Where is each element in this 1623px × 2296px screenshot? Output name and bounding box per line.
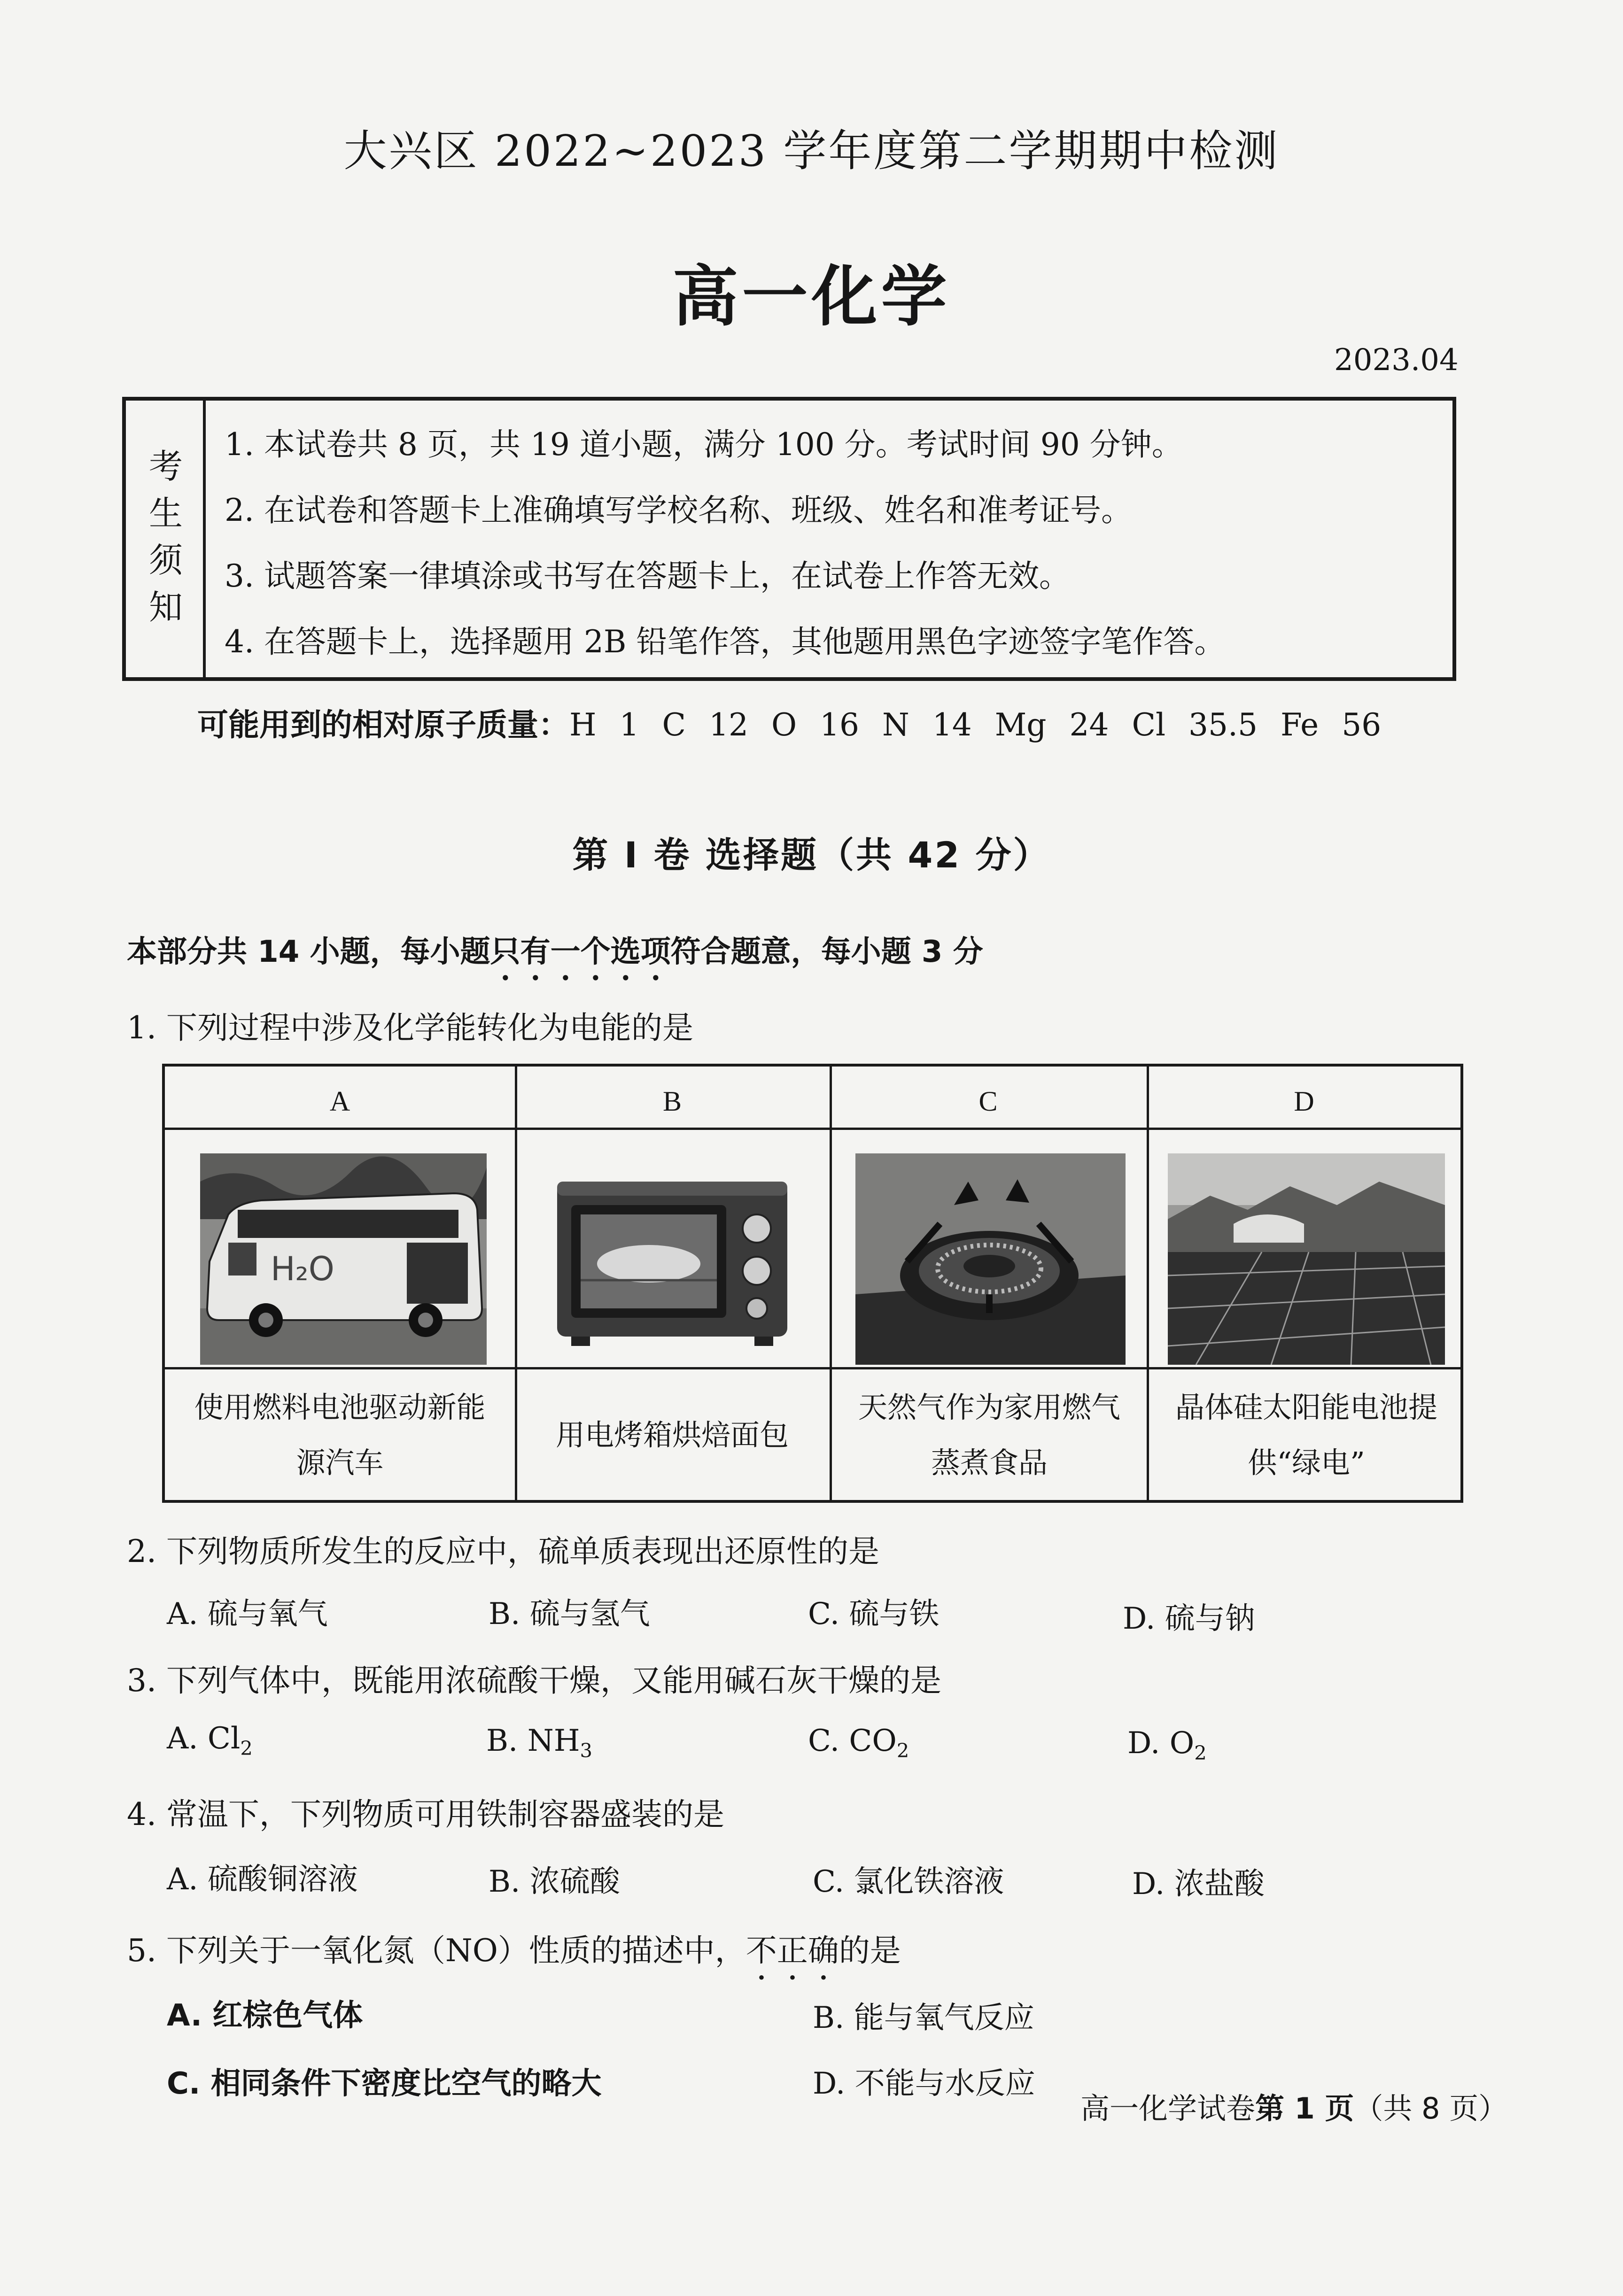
- question-2-option-d: D. 硫与钠: [1123, 1601, 1255, 1636]
- question-5-option-b: B. 能与氧气反应: [813, 2001, 1034, 2035]
- fuel-cell-bus-image: [200, 1153, 487, 1365]
- section-intro-post: 符合题意，每小题 3 分: [670, 935, 983, 969]
- question-5-option-a: A. 红棕色气体: [167, 1998, 363, 2033]
- question-3-option-a: A. $Cl_2$: [167, 1721, 253, 1760]
- question-3-stem: 3. 下列气体中，既能用浓硫酸干燥，又能用碱石灰干燥的是: [127, 1662, 941, 1699]
- question-4-option-b: B. 浓硫酸: [489, 1864, 620, 1899]
- table-col-divider: [515, 1067, 517, 1500]
- option-c-letter: C: [978, 1086, 998, 1117]
- notice-label-cell: [126, 401, 206, 677]
- notice-item-1: 1. 本试卷共 8 页，共 19 道小题，满分 100 分。考试时间 90 分钟。: [225, 426, 1183, 463]
- notice-item-4: 4. 在答题卡上，选择题用 2B 铅笔作答，其他题用黑色字迹签字笔作答。: [225, 624, 1226, 660]
- table-row-divider: [165, 1128, 1460, 1130]
- subject-title: 高一化学: [672, 259, 951, 335]
- footer-subject: 高一化学试卷: [1080, 2091, 1256, 2126]
- option-b-caption: 用电烤箱烘焙面包: [555, 1418, 789, 1452]
- page-footer: [1080, 2085, 1507, 2127]
- option-c-caption: 天然气作为家用燃气蒸煮食品: [858, 1390, 1120, 1480]
- notice-item-2: 2. 在试卷和答题卡上准确填写学校名称、班级、姓名和准考证号。: [225, 492, 1132, 528]
- question-2-option-a: A. 硫与氧气: [167, 1597, 328, 1631]
- question-1-option-table: [162, 1064, 1463, 1503]
- question-2-option-c: C. 硫与铁: [808, 1597, 940, 1631]
- section-intro-emphasis: 只有一个选项: [490, 935, 671, 969]
- exam-date: 2023.04: [1334, 343, 1459, 378]
- option-a-caption: 使用燃料电池驱动新能源汽车: [194, 1390, 486, 1480]
- footer-page-number: 第 1 页: [1255, 2091, 1354, 2126]
- question-4-option-c: C. 氯化铁溶液: [813, 1864, 1004, 1899]
- footer-page-total: （共 8 页）: [1354, 2091, 1508, 2126]
- question-4-stem: 4. 常温下，下列物质可用铁制容器盛装的是: [127, 1796, 724, 1832]
- section-intro: [127, 928, 983, 987]
- option-a-letter: A: [329, 1086, 350, 1117]
- table-col-divider: [830, 1067, 832, 1500]
- question-5-option-d: D. 不能与水反应: [813, 2066, 1035, 2101]
- candidate-notice-box: [122, 397, 1456, 681]
- question-3-option-b: B. $NH_3$: [486, 1724, 592, 1762]
- question-5-stem: 5. 下列关于一氧化氮（NO）性质的描述中，不正确的是: [127, 1933, 901, 1969]
- notice-item-3: 3. 试题答案一律填涂或书写在答题卡上，在试卷上作答无效。: [225, 558, 1070, 594]
- section-title: 第 I 卷 选择题（共 42 分）: [572, 834, 1051, 876]
- section-intro-pre: 本部分共 14 小题，每小题: [127, 935, 490, 969]
- electric-oven-image: [552, 1153, 792, 1365]
- gas-stove-image: [855, 1153, 1126, 1365]
- atomic-masses-label: 可能用到的相对原子质量：: [197, 707, 569, 743]
- question-5-emphasis: 不正确: [745, 1933, 839, 1969]
- table-col-divider: [1147, 1067, 1149, 1500]
- solar-panel-image: [1168, 1153, 1445, 1365]
- question-4-option-d: D. 浓盐酸: [1132, 1867, 1265, 1902]
- atomic-masses: [197, 700, 1381, 744]
- svg-text:H₂O: H₂O: [271, 1250, 334, 1288]
- question-5-option-c: C. 相同条件下密度比空气的略大: [167, 2066, 602, 2101]
- question-1-stem: 1. 下列过程中涉及化学能转化为电能的是: [127, 1010, 693, 1046]
- atomic-masses-values: H 1 C 12 O 16 N 14 Mg 24 Cl 35.5 Fe 56: [569, 707, 1382, 743]
- notice-label: 考生须知: [148, 447, 183, 627]
- option-b-letter: B: [662, 1086, 682, 1117]
- question-2-option-b: B. 硫与氢气: [489, 1597, 650, 1631]
- question-3-option-c: C. $CO_2$: [808, 1724, 909, 1762]
- question-4-option-a: A. 硫酸铜溶液: [167, 1862, 358, 1897]
- option-d-caption: 晶体硅太阳能电池提供“绿电”: [1175, 1390, 1437, 1480]
- question-3-option-d: D. $O_2$: [1127, 1726, 1207, 1764]
- exam-title: 大兴区 2022~2023 学年度第二学期期中检测: [343, 126, 1280, 176]
- question-2-stem: 2. 下列物质所发生的反应中，硫单质表现出还原性的是: [127, 1533, 879, 1569]
- option-d-letter: D: [1294, 1086, 1314, 1117]
